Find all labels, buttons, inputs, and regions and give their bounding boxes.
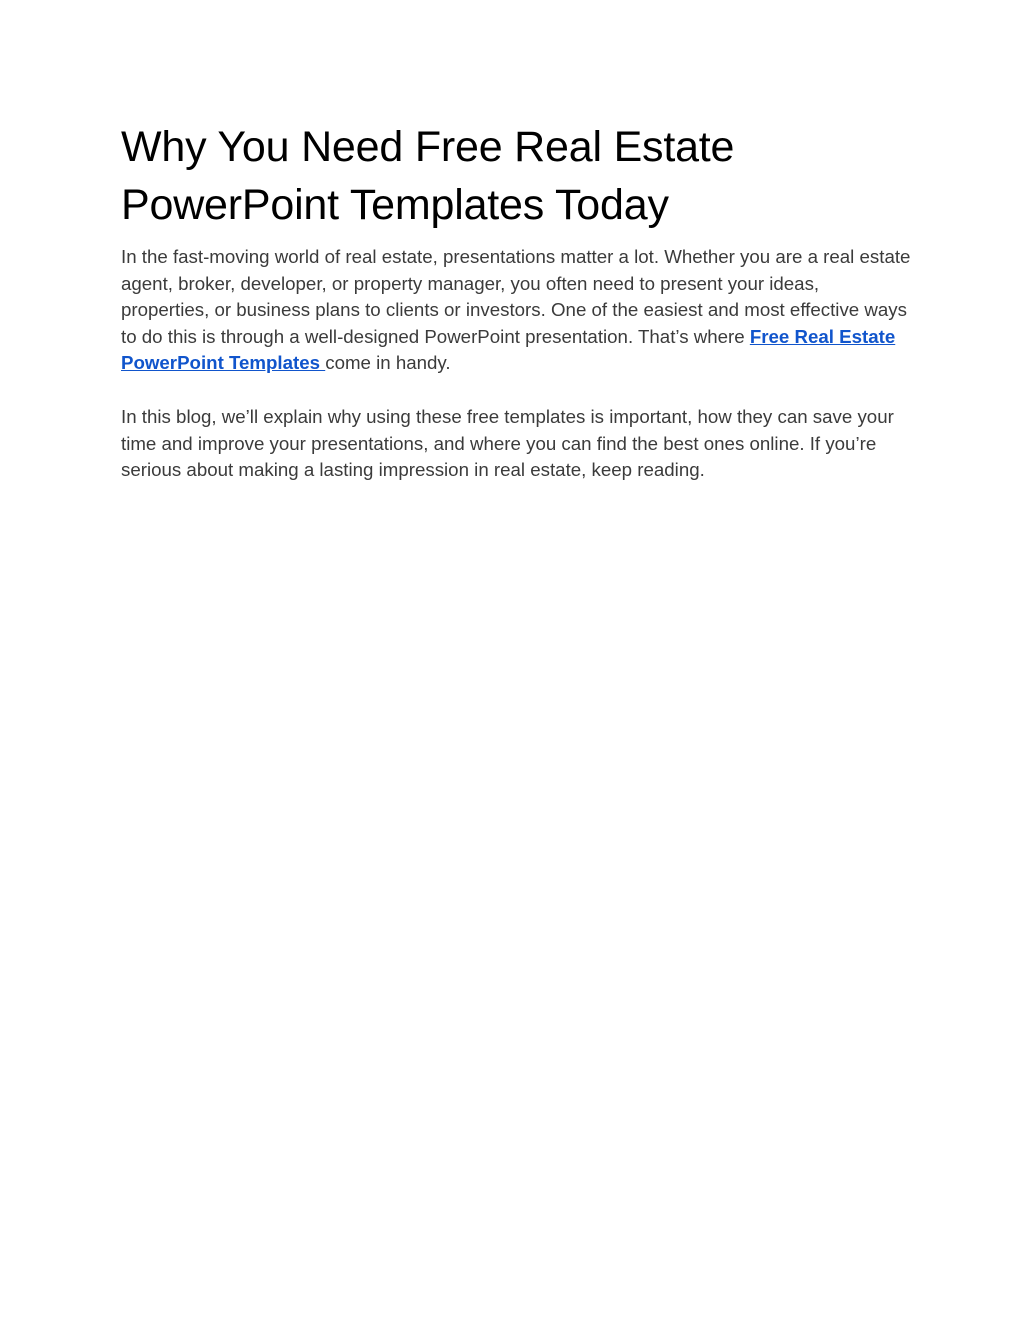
intro-text: In the fast-moving world of real estate, presentations matter a lot. Whether you are a real estate agent, broker, developer, or property manager, you often need to present your ideas, properties, or business plans to clients or investors. One of the easiest and most effective ways to do this is through a well-designed PowerPoint presentation. That’s where bbox=[121, 246, 911, 347]
document-content bbox=[121, 118, 911, 484]
intro-paragraph bbox=[121, 244, 911, 377]
page-title: Why You Need Free Real Estate PowerPoint Templates Today bbox=[121, 123, 735, 229]
intro-text-end: come in handy. bbox=[325, 352, 451, 374]
free-templates-link[interactable]: Free Real Estate PowerPoint Templates bbox=[121, 325, 896, 374]
blog-paragraph: In this blog, we’ll explain why using these free templates is important, how they can save your time and improve your presentations, and where you can find the best ones online. If you’re serious about making a lasting impression in real estate, keep reading. bbox=[121, 405, 894, 481]
